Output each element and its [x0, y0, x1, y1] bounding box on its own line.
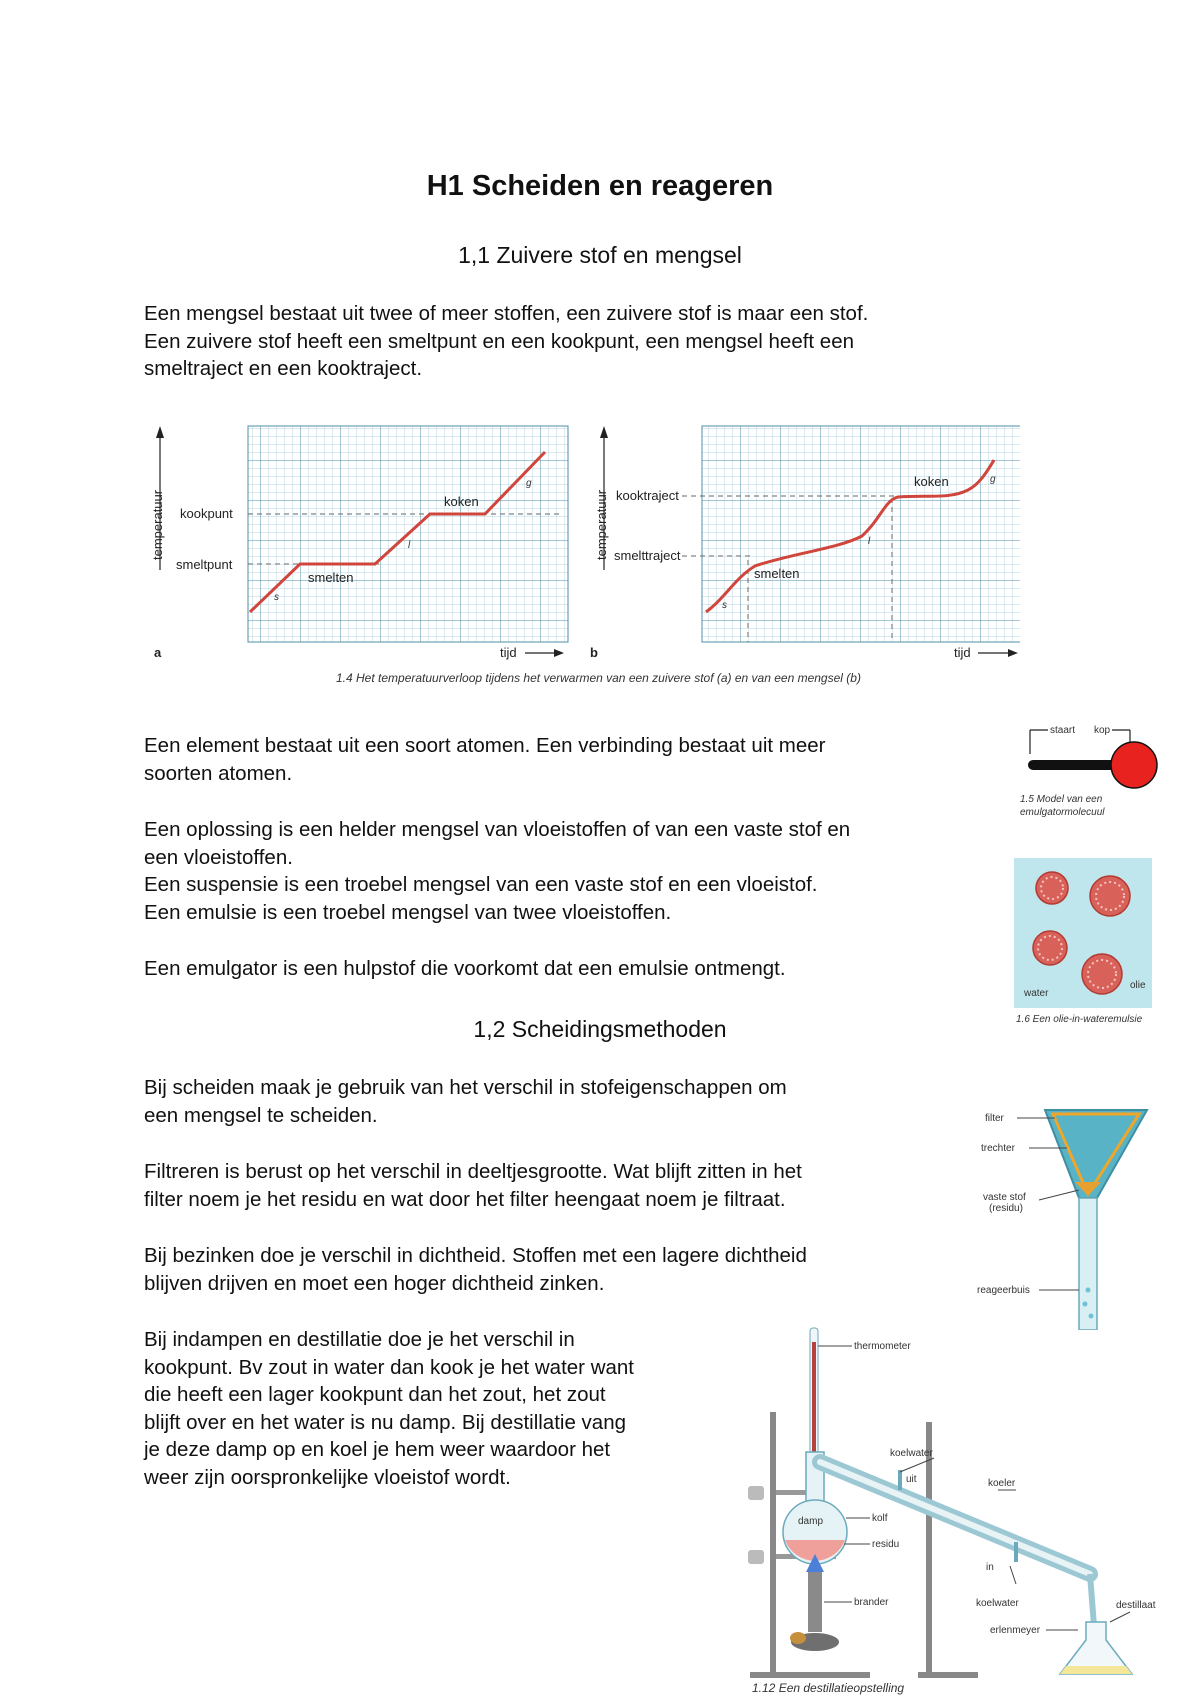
trechter-label: trechter	[981, 1143, 1015, 1154]
text-line: Een emulsie is een troebel mengsel van twee vloeistoffen.	[144, 900, 672, 924]
text-line: Bij bezinken doe je verschil in dichtheid. Stoffen met een lagere dichtheid	[144, 1244, 807, 1267]
text-line: Een oplossing is een helder mengsel van vloeistoffen of van een vaste stof en	[144, 818, 851, 841]
erlenmeyer-label: erlenmeyer	[990, 1625, 1041, 1636]
paragraph-filtreren	[144, 1158, 802, 1213]
chart-a-g-label: g	[526, 478, 532, 489]
section-heading-zuivere-stof: 1,1 Zuivere stof en mengsel	[458, 242, 742, 268]
figure-1-4-caption: 1.4 Het temperatuurverloop tijdens het verwarmen van een zuivere stof (a) en van een mengsel (b)	[336, 671, 861, 685]
chart-b-l-label: l	[868, 536, 871, 547]
molecule-head	[1111, 742, 1157, 788]
paragraph-scheiden	[144, 1074, 787, 1129]
text-line: Een suspensie is een troebel mengsel van een vaste stof en een vloeistof.	[144, 873, 818, 896]
paragraph-oplossing	[144, 816, 850, 926]
paragraph-mengsel	[144, 300, 868, 383]
damp-label: damp	[798, 1516, 824, 1527]
chart-a-l-label: l	[408, 540, 411, 551]
chart-b-g-label: g	[990, 474, 996, 485]
figure-1-5-caption-line2: emulgatormolecuul	[1020, 807, 1105, 818]
chart-b-smelttraject-label: smelttraject	[614, 548, 681, 563]
text-line: die heeft een lager kookpunt dan het zout, het zout	[144, 1383, 606, 1406]
filter-label: filter	[985, 1113, 1004, 1124]
water-label: water	[1024, 988, 1049, 999]
text-line: filter noem je het residu en wat door het filter heengaat noem je filtraat.	[144, 1187, 786, 1211]
molecule-tail	[1028, 760, 1124, 770]
chart-b-koken-label: koken	[914, 474, 949, 489]
chart-a-s-label: s	[274, 592, 279, 603]
brander-label: brander	[854, 1597, 889, 1608]
kop-label: kop	[1094, 725, 1111, 736]
text-line: Bij scheiden maak je gebruik van het verschil in stofeigenschappen om	[144, 1076, 787, 1099]
residu-label: (residu)	[989, 1203, 1023, 1214]
chart-b-kooktraject-label: kooktraject	[616, 488, 679, 503]
test-tube	[1079, 1198, 1097, 1330]
text-line: smeltraject en een kooktraject.	[144, 357, 423, 380]
figure-1-12-caption-area	[750, 1680, 950, 1696]
chart-b-ylabel: temperatuur	[594, 489, 609, 560]
residu-label: residu	[872, 1539, 900, 1550]
text-line: kookpunt. Bv zout in water dan kook je het water want	[144, 1355, 634, 1379]
staart-label: staart	[1050, 725, 1076, 736]
chart-a-ylabel: temperatuur	[150, 489, 165, 560]
text-line: Een element bestaat uit een soort atomen. Een verbinding bestaat uit meer	[144, 734, 826, 757]
chart-a-kookpunt-label: kookpunt	[180, 506, 233, 521]
paragraph-indampen-destillatie	[144, 1326, 634, 1491]
figure-temperature-curves	[140, 420, 1020, 690]
text-line: blijft over en het water is nu damp. Bij destillatie vang	[144, 1410, 627, 1434]
text-line: blijven drijven en moet een hoger dichtheid zinken.	[144, 1271, 605, 1295]
koelwater-bottom-label: koelwater	[976, 1598, 1019, 1609]
text-line: een mengsel te scheiden.	[144, 1103, 378, 1127]
burner	[808, 1572, 822, 1632]
chart-b-grid	[702, 426, 1020, 642]
paragraph-emulgator	[144, 955, 786, 983]
figure-1-6-caption: 1.6 Een olie-in-wateremulsie	[1016, 1014, 1143, 1025]
chart-b	[590, 426, 1020, 660]
uit-label: uit	[906, 1474, 917, 1485]
text-line: je deze damp op en koel je hem weer waardoor het	[144, 1438, 611, 1461]
chart-a-smeltpunt-label: smeltpunt	[176, 557, 233, 572]
text-line: Een zuivere stof heeft een smeltpunt en een kookpunt, een mengsel heeft een	[144, 329, 855, 353]
chart-a-xlabel: tijd	[500, 645, 517, 660]
koeler-label: koeler	[988, 1478, 1016, 1489]
text-line: Een mengsel bestaat uit twee of meer stoffen, een zuivere stof is maar een stof.	[144, 302, 869, 325]
paragraph-element	[144, 732, 825, 787]
text-line: een vloeistoffen.	[144, 845, 293, 869]
figure-emulgator-molecule	[1010, 720, 1170, 820]
figure-filtration	[975, 1102, 1175, 1330]
kolf-label: kolf	[872, 1513, 888, 1524]
destillaat-label: destillaat	[1116, 1600, 1156, 1611]
figure-distillation-setup	[740, 1322, 1185, 1680]
chart-a-smelten-label: smelten	[308, 570, 354, 585]
olie-label: olie	[1130, 980, 1146, 991]
text-line: weer zijn oorspronkelijke vloeistof wordt.	[144, 1465, 511, 1489]
text-line: Bij indampen en destillatie doe je het verschil in	[144, 1328, 575, 1351]
chart-b-smelten-label: smelten	[754, 566, 800, 581]
chart-b-s-label: s	[722, 600, 727, 611]
chart-b-xlabel: tijd	[954, 645, 971, 660]
chart-a	[150, 426, 568, 660]
figure-1-12-caption: 1.12 Een destillatieopstelling	[752, 1681, 905, 1695]
distillate-liquid	[1060, 1666, 1132, 1674]
text-line: Een emulgator is een hulpstof die voorkomt dat een emulsie ontmengt.	[144, 957, 786, 980]
figure-1-5-caption-line1: 1.5 Model van een	[1020, 794, 1103, 805]
paragraph-bezinken	[144, 1242, 807, 1297]
in-label: in	[986, 1562, 994, 1573]
reageerbuis-label: reageerbuis	[977, 1285, 1030, 1296]
vaste-stof-label: vaste stof	[983, 1192, 1026, 1203]
chart-b-panel-label: b	[590, 645, 598, 660]
figure-oil-in-water-emulsion	[1010, 858, 1170, 1028]
section-heading-scheidingsmethoden: 1,2 Scheidingsmethoden	[473, 1016, 727, 1042]
chart-a-koken-label: koken	[444, 494, 479, 509]
koelwater-top-label: koelwater	[890, 1448, 933, 1459]
text-line: Filtreren is berust op het verschil in deeltjesgrootte. Wat blijft zitten in het	[144, 1160, 802, 1183]
thermometer-label: thermometer	[854, 1341, 911, 1352]
text-line: soorten atomen.	[144, 761, 293, 785]
page-title: H1 Scheiden en reageren	[426, 170, 774, 202]
left-stand	[770, 1412, 776, 1674]
chart-a-panel-label: a	[154, 645, 162, 660]
